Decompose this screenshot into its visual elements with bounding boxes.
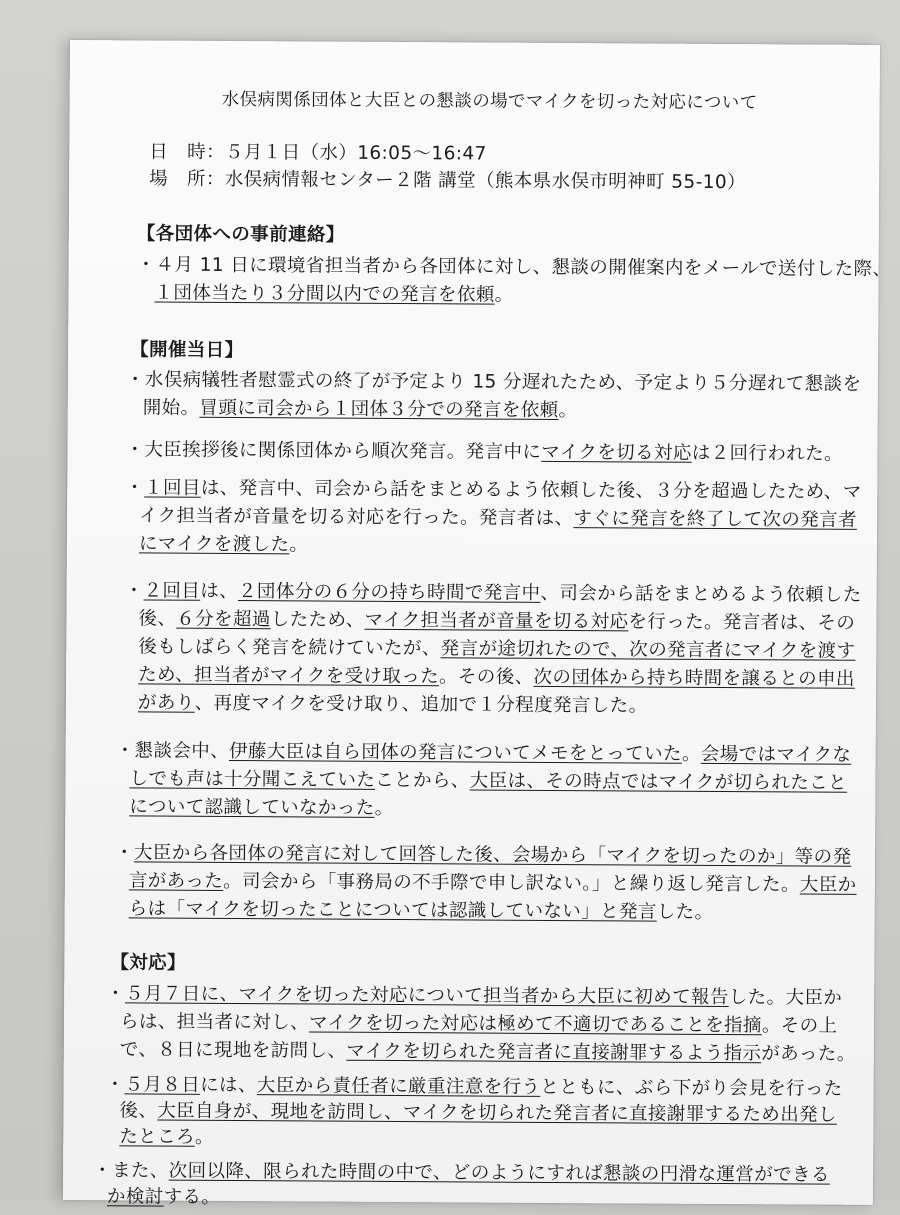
day-p6-line3 (129, 896, 714, 926)
text: する。 (163, 1186, 221, 1208)
day-p5-line1 (116, 738, 852, 768)
text: は、 (200, 580, 239, 603)
text: を行った。発言者は、その (628, 611, 856, 634)
day-p4-line5 (138, 690, 648, 719)
underlined-text: ５月８日 (124, 1074, 201, 1096)
text: 。 (194, 1126, 214, 1148)
day-p4-line2 (138, 606, 855, 636)
day-p1-line1: ・水俣病犠牲者慰霊式の終了が予定より 15 分遅れたため、予定より５分遅れて懇談を (125, 369, 862, 395)
day-p5-line3 (129, 794, 393, 822)
day-p3-line2 (139, 503, 857, 533)
document-page (63, 40, 892, 1208)
advance-p1-line1: ・４月 11 日に環境省担当者から各団体に対し、懇談の開催案内をメールで送付した際、 (136, 254, 892, 281)
underlined-text: 次回以降、限られた時間の中で、どのようにすれば懇談の円滑な運営ができる (168, 1160, 830, 1186)
text: 。その上 (761, 1015, 838, 1037)
text: 、司会から話をまとめるよう依頼した (540, 582, 862, 606)
underlined-text: すぐに発言を終了して次の発言者 (573, 508, 858, 531)
day-p6-line1 (115, 840, 852, 870)
text: 後、 (138, 608, 177, 630)
underlined-text: ６分を超過 (176, 608, 271, 631)
text: ・ (106, 983, 126, 1005)
text: ・ (125, 477, 145, 499)
underlined-text: ２団体分の６分の持ち時間で発言中 (237, 581, 541, 604)
response-p2-line3 (119, 1124, 214, 1151)
text: とともに、ぶら下がり会見を行った (540, 1076, 843, 1100)
day-p3-line3 (139, 531, 309, 558)
text: には、 (200, 1074, 257, 1097)
text: らは、担当者に対し、 (119, 1011, 310, 1034)
underlined-text: があり (137, 692, 195, 714)
underlined-text: ５月７日に、マイクを切った対応について担当者から大臣に初めて報告 (125, 983, 729, 1009)
text: は、発言中、司会から話をまとめるよう依頼した後、３分を超過したため、マ (200, 477, 862, 503)
response-p2-line2 (119, 1098, 837, 1128)
underlined-text: １団体当たり３分間以内での発言を依頼 (154, 282, 495, 306)
underlined-text: マイクを切られた発言者に直接謝罪するよう指示 (346, 1040, 762, 1065)
text: 。 (558, 399, 578, 422)
underlined-text: マイク担当者が音量を切る対応 (364, 609, 629, 633)
text: 、再度マイクを受け取り、追加で１分程度発言した。 (194, 692, 648, 717)
text: 開始。 (142, 397, 200, 419)
section-heading-day: 【開催当日】 (130, 339, 244, 362)
text: 後、 (119, 1100, 158, 1122)
response-p1-line3 (120, 1037, 856, 1067)
day-p4-line3 (138, 634, 855, 664)
underlined-text: 次の団体から持ち時間を譲るとの申出 (533, 666, 855, 690)
text: したため、 (270, 609, 365, 631)
section-heading-advance: 【各団体への事前連絡】 (136, 223, 345, 246)
response-p1-line1 (106, 981, 842, 1011)
underlined-text: 大臣は、その時点ではマイクが切られたこと (469, 770, 848, 794)
underlined-text: 大臣か (799, 874, 857, 896)
text: 後もしばらく発言を続けていたが、 (138, 636, 441, 660)
day-p5-line2 (129, 766, 847, 796)
underlined-text: しでも声は十分聞こえていた (129, 768, 376, 791)
text: した。 (656, 901, 714, 923)
date-line (149, 139, 487, 167)
underlined-text: 大臣自身が、現地を訪問し、マイクを切られた発言者に直接謝罪するため出発し (157, 1100, 837, 1126)
text: があった。 (761, 1043, 856, 1065)
text: 。 (494, 284, 514, 306)
date-label: 日 時： (149, 141, 225, 163)
text: イク担当者が音量を切る対応を行った。発言者は、 (139, 505, 574, 530)
underlined-text: 大臣から責任者に厳重注意を行う (256, 1075, 541, 1098)
advance-p1-line2 (154, 281, 513, 309)
date-value: ５月１日（水）16:05～16:47 (224, 141, 487, 165)
text: 。その後、 (438, 666, 534, 688)
response-p3-line2 (107, 1184, 221, 1211)
underlined-text: ため、担当者がマイクを受け取った (138, 664, 440, 688)
underlined-text: にマイクを渡した (138, 533, 290, 556)
text: 。 (374, 797, 394, 819)
section-heading-response: 【対応】 (110, 952, 187, 974)
underlined-text: マイクを切る対応 (541, 441, 692, 464)
underlined-text: 会場ではマイクな (700, 743, 852, 766)
day-p2-line1 (125, 437, 843, 467)
day-p6-line2 (129, 868, 857, 898)
day-p1-line2 (143, 395, 578, 424)
underlined-text: について認識していなかった (129, 796, 375, 819)
place-value: 水俣病情報センター２階 講堂（熊本県水俣市明神町 55-10） (224, 168, 747, 194)
underlined-text: 言があった (128, 870, 224, 892)
text: は２回行われた。 (691, 442, 844, 465)
place-label: 場 所： (149, 168, 225, 190)
text: した。大臣か (728, 987, 843, 1009)
underlined-text: １回目 (144, 477, 201, 499)
response-p1-line2 (120, 1009, 838, 1039)
text: で、８日に現地を訪問し、 (119, 1039, 347, 1062)
underlined-text: 大臣から各団体の発言に対して回答した後、会場から「マイクを切ったのか」等の発 (133, 842, 852, 868)
text: 。 (681, 743, 701, 765)
underlined-text: 伊藤大臣は自ら団体の発言についてメモをとっていた (228, 740, 682, 765)
place-line (149, 166, 746, 196)
day-p4-line1 (125, 578, 862, 609)
underlined-text: ２回目 (143, 580, 201, 602)
text: ・懇談会中、 (115, 740, 230, 762)
underlined-text: らは「マイクを切ったことについては認識していない」と発言 (128, 898, 657, 923)
underlined-text: 冒頭に司会から１団体３分での発言を依頼 (199, 397, 559, 421)
text: 。 (289, 534, 309, 556)
document-title: 水俣病関係団体と大臣との懇談の場でマイクを切った対応について (221, 89, 758, 114)
text: ・また、 (93, 1160, 169, 1182)
day-p4-line4 (138, 662, 855, 692)
underlined-text: か検討 (106, 1186, 164, 1208)
text: ・ (114, 842, 135, 864)
text: ・大臣挨拶後に関係団体から順次発言。発言中に (125, 439, 542, 463)
text: 。司会から「事務局の不手際で申し訳ない。」と繰り返し発言した。 (223, 870, 800, 896)
underlined-text: マイクを切った対応は極めて不適切であることを指摘 (308, 1012, 762, 1037)
text: ことから、 (375, 769, 470, 792)
text: ・ (124, 580, 144, 602)
underlined-text: 発言が途切れたので、次の発言者にマイクを渡す (440, 638, 856, 662)
underlined-text: たところ (119, 1126, 195, 1148)
day-p3-line1 (125, 475, 862, 505)
text: ・ (105, 1074, 125, 1096)
